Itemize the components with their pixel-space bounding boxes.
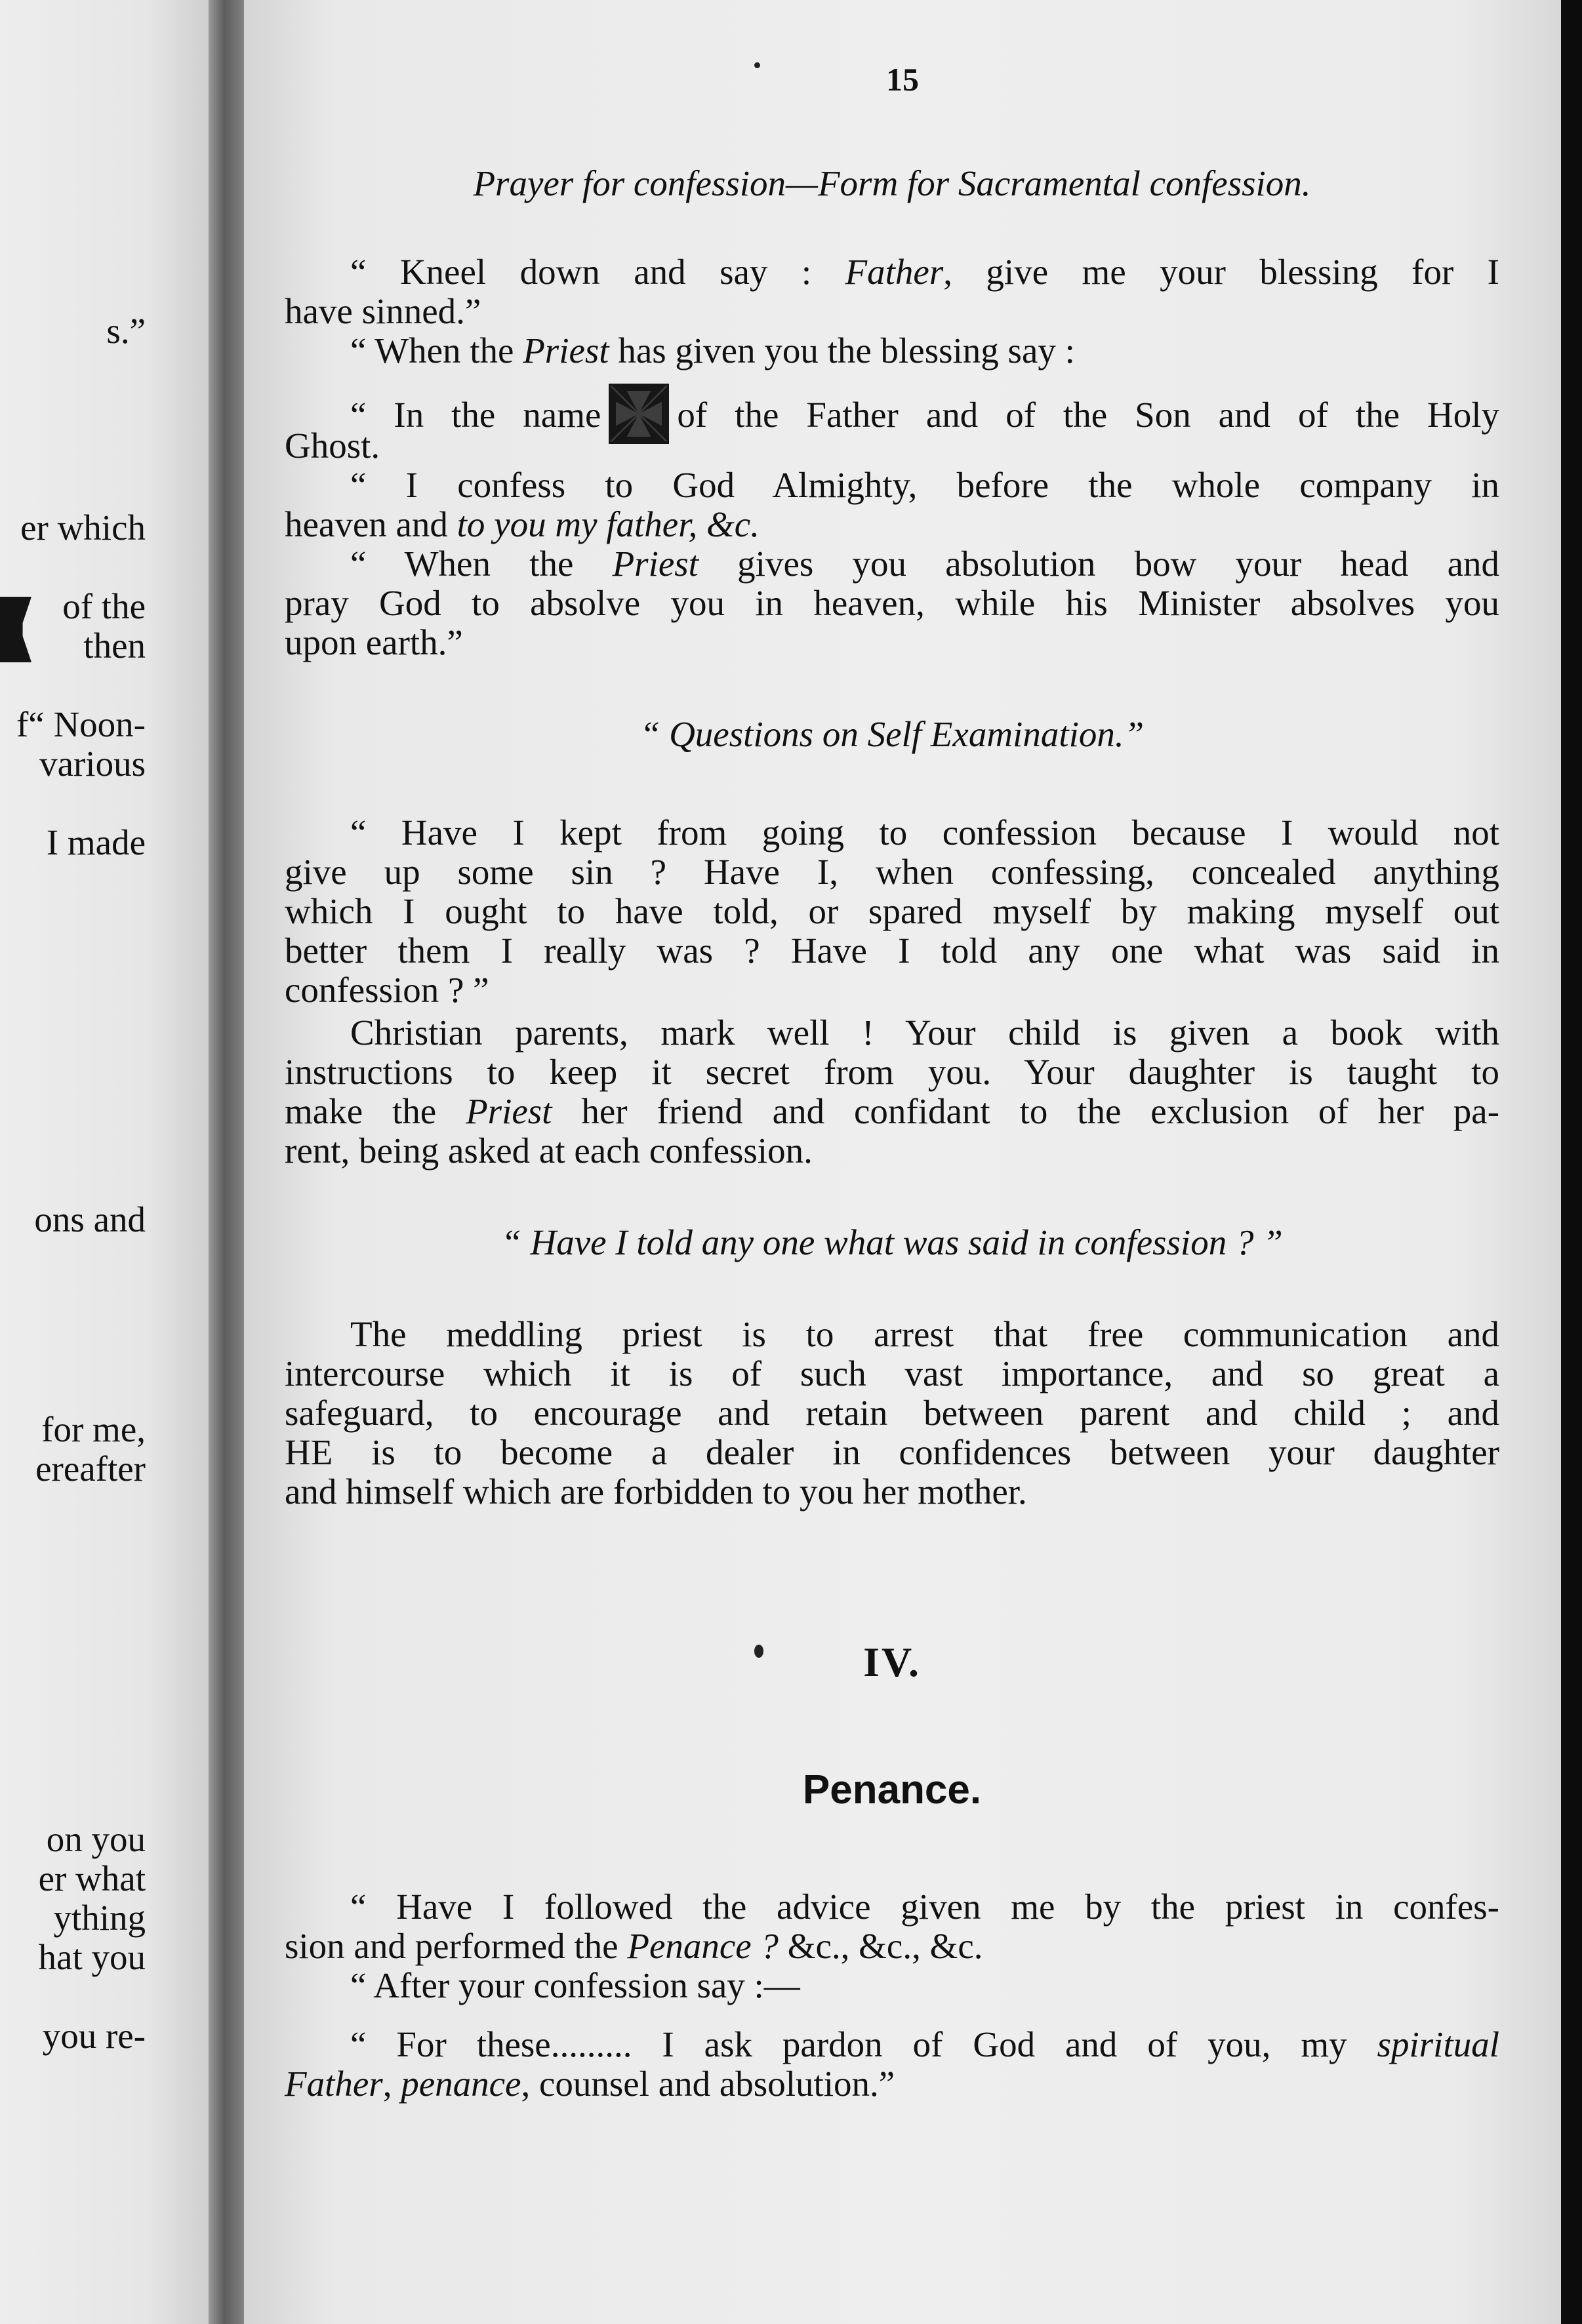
text-line: upon earth.” (285, 622, 463, 662)
left-fragment-line: of the (62, 586, 146, 626)
text-line: Christian parents, mark well ! Your child is given a book with (350, 1012, 1499, 1052)
text-line: “ I confess to God Almighty, before the whole company in (350, 465, 1499, 505)
left-fragment-line: ons and (34, 1199, 146, 1239)
text-line: The meddling priest is to arrest that free communication and (350, 1314, 1499, 1354)
text-line: rent, being asked at each confession. (285, 1131, 813, 1171)
cross-fragment-icon (0, 597, 31, 662)
left-fragment-line: ereafter (35, 1449, 146, 1489)
left-fragment-line: then (83, 626, 146, 666)
left-fragment-line: I made (46, 822, 146, 862)
text-line: “ In the name of the Father and of the Son and of the Holy (285, 384, 1499, 444)
ink-speck (754, 1645, 763, 1658)
section-title: Penance. (802, 1767, 982, 1813)
left-fragment-line: ything (53, 1898, 146, 1938)
text-line: pray God to absolve you in heaven, while his Minister absolves you (285, 583, 1499, 623)
left-fragment-line: f“ Noon- (16, 704, 146, 744)
text-line: confession ? ” (285, 970, 489, 1010)
text-line: “ Have I followed the advice given me by the priest in confes- (350, 1887, 1499, 1927)
text-line: safeguard, to encourage and retain between parent and child ; and (285, 1393, 1499, 1433)
left-fragment-line: you re- (42, 2016, 146, 2056)
text-line: Father, penance, counsel and absolution.” (285, 2064, 895, 2104)
left-fragment-line: er what (38, 1858, 146, 1898)
left-fragment-line: various (39, 744, 146, 784)
text-line: give up some sin ? Have I, when confessing, concealed anything (285, 852, 1499, 892)
text-line: heaven and to you my father, &c. (285, 504, 760, 544)
text-line: “ Have I kept from going to confession because I would not (350, 812, 1499, 852)
text-line: HE is to become a dealer in confidences between your daughter (285, 1432, 1499, 1472)
ink-speck (754, 62, 760, 68)
text-line: “ When the Priest gives you absolution bow your head and (350, 544, 1499, 584)
text-line: “ Kneel down and say : Father, give me your blessing for I (350, 252, 1499, 292)
left-fragment-line: er which (20, 508, 146, 548)
left-fragment-line: s.” (106, 311, 146, 351)
questions-heading: “ Questions on Self Examination.” (639, 714, 1145, 754)
text-line: instructions to keep it secret from you. Your daughter is taught to (285, 1052, 1499, 1092)
text-line: “ When the Priest has given you the blessing say : (350, 331, 1075, 371)
text-line: “ After your confession say :— (350, 1965, 800, 2005)
left-fragment-line: hat you (38, 1937, 146, 1977)
scan-border (1561, 0, 1582, 2324)
left-fragment-line: for me, (41, 1409, 146, 1449)
section-number: IV. (863, 1639, 921, 1685)
left-fragment-line: on you (46, 1819, 146, 1859)
text-line: better them I really was ? Have I told any one what was said in (285, 931, 1499, 971)
text-line: and himself which are forbidden to you her mother. (285, 1472, 1027, 1512)
running-title: Prayer for confession—Form for Sacramental confession. (473, 163, 1311, 203)
text-line: make the Priest her friend and confidant to the exclusion of her pa- (285, 1091, 1500, 1131)
text-line: which I ought to have told, or spared myself by making myself out (285, 891, 1499, 931)
page-number: 15 (886, 61, 919, 98)
text-line: sion and performed the Penance ? &c., &c., &c. (285, 1926, 983, 1966)
text-line: intercourse which it is of such vast importance, and so great a (285, 1353, 1499, 1393)
text-line: Ghost. (285, 426, 380, 466)
text-line: have sinned.” (285, 291, 481, 331)
left-page-fragment (0, 0, 209, 2324)
book-gutter (209, 0, 248, 2324)
told-heading: “ Have I told any one what was said in confession ? ” (501, 1222, 1283, 1262)
main-page (244, 0, 1561, 2324)
text-line: “ For these......... I ask pardon of God and of you, my spiritual (350, 2024, 1499, 2064)
